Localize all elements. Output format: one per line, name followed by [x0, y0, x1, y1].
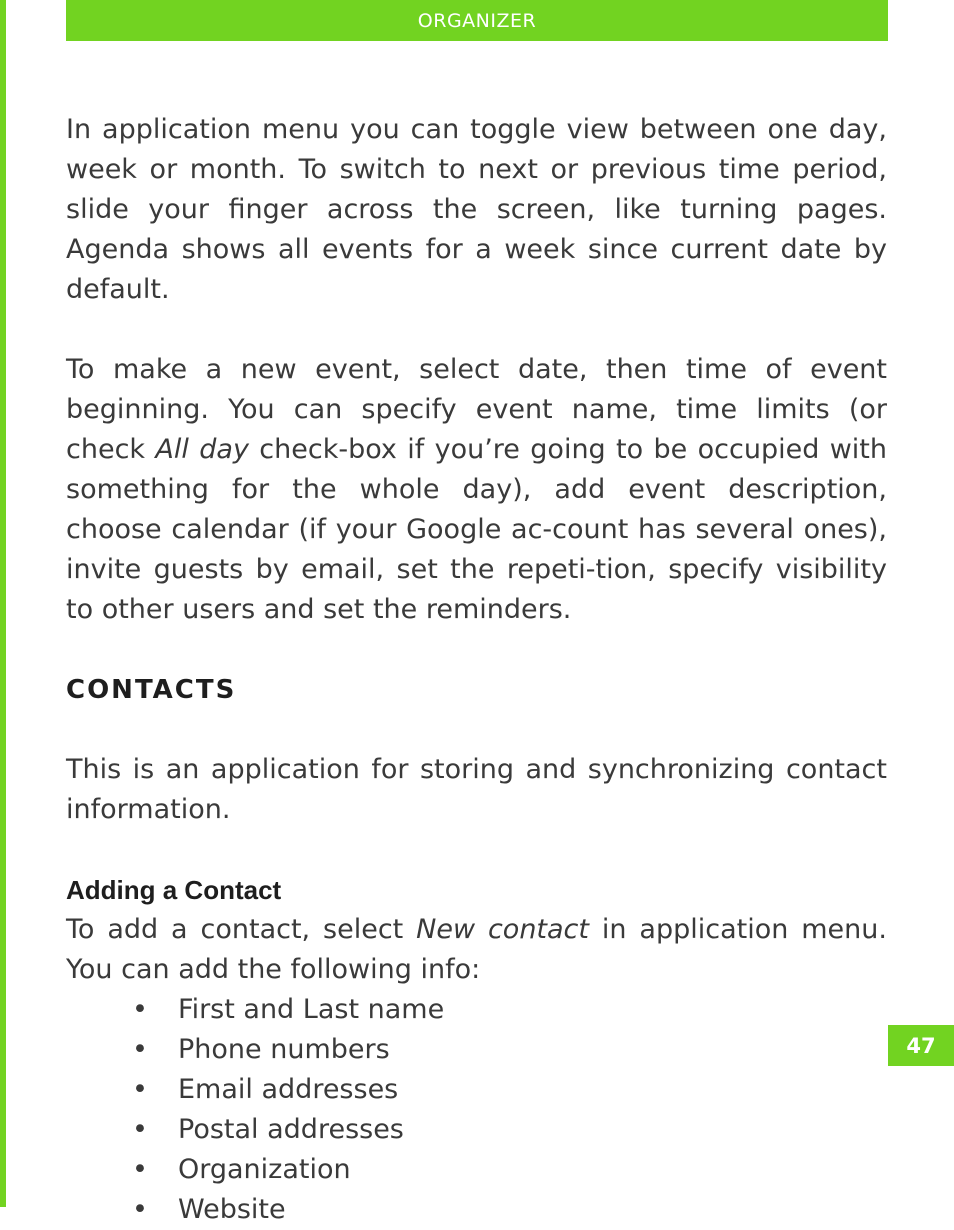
page-header — [66, 0, 888, 41]
list-item-text: First and Last name — [178, 994, 445, 1025]
new-contact-emphasis: New contact — [416, 914, 589, 945]
section-title-contacts: CONTACTS — [66, 675, 237, 705]
page-number-badge — [888, 1025, 954, 1066]
list-item-text: Postal addresses — [178, 1114, 404, 1145]
paragraph-text: To add a contact, select — [66, 914, 417, 945]
bullet-icon: • — [132, 1154, 148, 1185]
list-item — [66, 1150, 887, 1190]
paragraph-add-contact — [66, 910, 887, 990]
page-content — [66, 110, 887, 1230]
bullet-icon: • — [132, 1074, 148, 1105]
bullet-icon: • — [132, 1194, 148, 1225]
bullet-icon: • — [132, 1034, 148, 1065]
list-item — [66, 1190, 887, 1230]
contact-info-list — [66, 990, 887, 1230]
list-item-text: Phone numbers — [178, 1034, 390, 1065]
list-item — [66, 1070, 887, 1110]
header-title: ORGANIZER — [417, 9, 537, 32]
list-item — [66, 990, 887, 1030]
bullet-icon: • — [132, 994, 148, 1025]
left-accent-bar — [0, 0, 6, 1207]
paragraph-text: To make a new event, select date, then time of event beginning. You can specify event name, time limits (or check — [66, 354, 887, 465]
list-item — [66, 1110, 887, 1150]
paragraph-text: This is an application for storing and synchronizing contact information. — [66, 754, 887, 825]
list-item-text: Organization — [178, 1154, 351, 1185]
subheading-adding-contact: Adding a Contact — [66, 875, 282, 905]
all-day-emphasis: All day — [155, 434, 249, 465]
paragraph-text: check-box if you’re going to be occupied with something for the whole day), add event description, choose calendar (if your Google ac-count has several ones), invite guests by email, set the repeti-tion, specify visibility to other users and set the reminders. — [66, 434, 887, 625]
paragraph-text: in application menu. You can add the following info: — [66, 914, 887, 985]
bullet-icon: • — [132, 1114, 148, 1145]
list-item-text: Website — [178, 1194, 286, 1225]
paragraph-new-event — [66, 350, 887, 630]
list-item-text: Email addresses — [178, 1074, 399, 1105]
page-number: 47 — [906, 1033, 936, 1058]
paragraph-text: In application menu you can toggle view between one day, week or month. To switch to next or previous time period, slide your finger across the screen, like turning pages. Agenda shows all events for a week since current date by default. — [66, 114, 887, 305]
list-item — [66, 1030, 887, 1070]
paragraph-contacts-intro — [66, 750, 887, 830]
paragraph-view-toggle — [66, 110, 887, 310]
